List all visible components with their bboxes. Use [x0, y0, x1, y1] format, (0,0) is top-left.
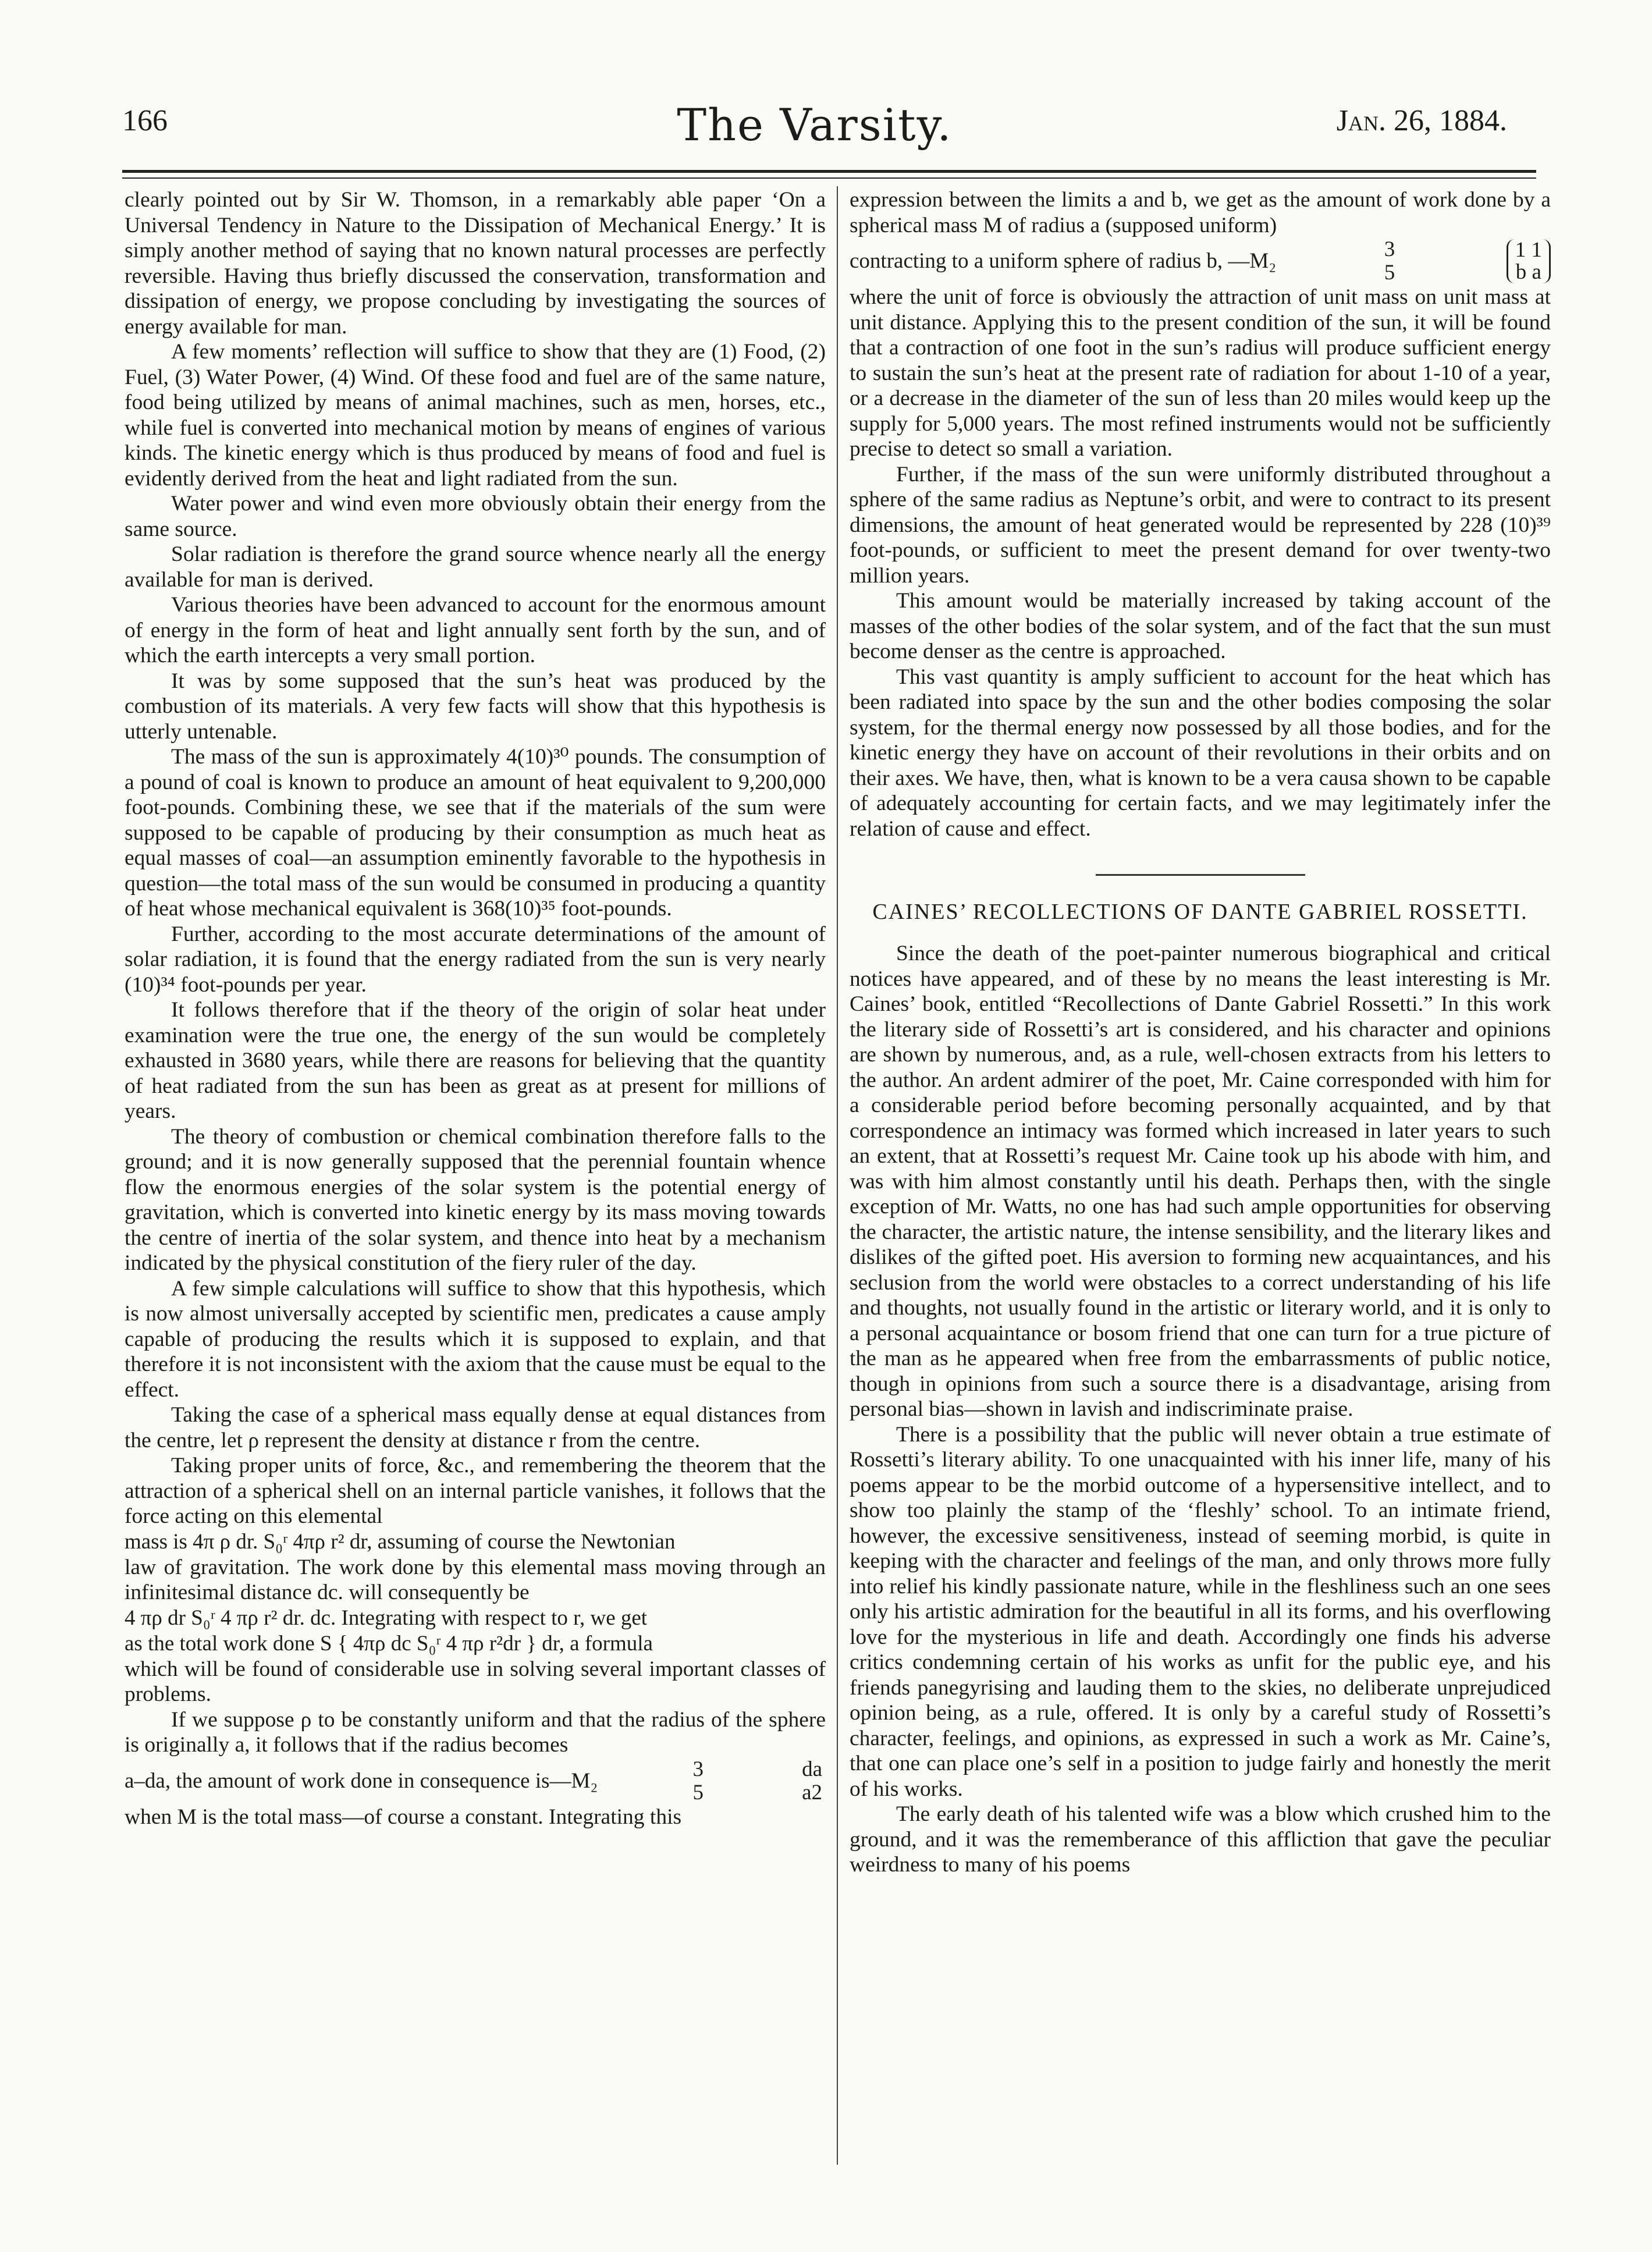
formula-fraction: [802, 1758, 822, 1805]
formula-line: [125, 1631, 826, 1657]
paragraph: There is a possibility that the public will never obtain a true estimate of Rossetti’s literary ability. To one unacquainted with his inner life, many of his poems appear to be the morbid outcome of a hypersensitive intellect, and to show too plainly the stamp of the ‘fleshly’ school. To an intimate friend, however, the excessive sensitiveness, instead of seeming morbid, is quite in keeping with the character and feelings of the man, and only throws more fully into relief his kindly passionate nature, while in the fleshliness such an one sees only his artistic admiration for the beautiful in all its forms, and his overflowing love for the mysterious in life and death. Accordingly one finds his adverse critics condemning certain of his works as unfit for the public eye, and his friends panegyrising and lauding them to the skies, no deliberate unprejudiced opinion being, as a rule, offered. It is only by a careful study of Rossetti’s character, feelings, and opinions, as expressed in such a work as Mr. Caine’s, that one can place one’s self in a position to judge fairly and honestly the merit of his works.: [850, 1422, 1551, 1801]
paragraph: Further, according to the most accurate determinations of the amount of solar radiation, it is found that the energy radiated from the sun is very nearly (10)³⁴ foot-pounds per year.: [125, 922, 826, 997]
column-divider: [837, 186, 838, 2165]
article-title: CAINES’ RECOLLECTIONS OF DANTE GABRIEL ROSSETTI.: [872, 900, 1528, 924]
formula-line: [125, 1758, 826, 1805]
paragraph: Various theories have been advanced to account for the enormous amount of energy in the form of heat and light annually sent forth by the sun, and of which the earth intercepts a very small portion.: [125, 593, 826, 667]
left-column: [125, 187, 826, 2178]
paragraph: clearly pointed out by Sir W. Thomson, in a remarkably able paper ‘On a Universal Tendency in Nature to the Dissipation of Mechanical Energy.’ It is simply another method of saying that no known natural processes are perfectly reversible. Having thus briefly discussed the conservation, transformation and dissipation of energy, we propose concluding by investigating the sources of energy available for man.: [125, 188, 826, 339]
right-column: [850, 187, 1551, 2178]
fraction-bottom: 5: [692, 1780, 704, 1805]
formula-text: 4 πρ dr S₀ʳ 4 πρ r² dr. dc. Integrating with respect to r, we get: [125, 1605, 648, 1630]
fraction-bottom: a2: [802, 1780, 822, 1805]
paragraph: A few moments’ reflection will suffice to show that they are (1) Food, (2) Fuel, (3) Water Power, (4) Wind. Of these food and fuel are of the same nature, food being utilized by means of animal machines, such as men, horses, etc., while fuel is converted into mechanical motion by means of engines of various kinds. The kinetic energy which is thus produced by means of food and fuel is evidently derived from the heat and light radiated from the sun.: [125, 340, 826, 491]
page-number: 166: [122, 104, 168, 137]
masthead-title: The Varsity.: [677, 99, 953, 151]
formula-line: [125, 1605, 826, 1631]
header-rule-thin: [122, 177, 1536, 179]
paragraph: A few simple calculations will suffice to show that this hypothesis, which is now almost universally accepted by scientific men, predicates a cause amply capable of producing the results which it is supposed to explain, and that therefore it is not inconsistent with the axiom that the cause must be equal to the effect.: [125, 1276, 826, 1402]
issue-date: Jan. 26, 1884.: [1336, 104, 1507, 137]
formula-text: mass is 4π ρ dr. S₀ʳ 4πρ r² dr, assuming of course the Newtonian: [125, 1529, 676, 1554]
fraction-bottom: 5: [1384, 261, 1395, 285]
fraction-top: da: [802, 1757, 822, 1781]
paragraph: The early death of his talented wife was a blow which crushed him to the ground, and it was the rememberance of this affliction that gave the peculiar weirdness to many of his poems: [850, 1802, 1551, 1877]
header-rule-thick: [122, 170, 1536, 173]
paragraph: The mass of the sun is approximately 4(10)³⁰ pounds. The consumption of a pound of coal is known to produce an amount of heat equivalent to 9,200,000 foot-pounds. Combining these, we see that if the materials of the sum were supposed to be capable of producing by their consumption as much heat as equal masses of coal—an assumption eminently favorable to the hypothesis in question—the total mass of the sun would be consumed in producing a quantity of heat whose mechanical equivalent is 368(10)³⁵ foot-pounds.: [125, 745, 826, 921]
brace-bottom: b a: [1515, 260, 1541, 284]
paragraph: expression between the limits a and b, we get as the amount of work done by a spherical mass M of radius a (supposed uniform): [850, 188, 1551, 237]
fraction-top: 3: [692, 1757, 704, 1781]
formula-line: [850, 238, 1551, 285]
formula-text: a–da, the amount of work done in consequence is—M₂: [125, 1768, 598, 1793]
paragraph: It was by some supposed that the sun’s heat was produced by the combustion of its materials. A very few facts will show that this hypothesis is utterly untenable.: [125, 669, 826, 744]
formula-text: contracting to a uniform sphere of radius b, —M₂: [850, 249, 1277, 273]
formula-line: [125, 1529, 826, 1555]
paragraph: Solar radiation is therefore the grand source whence nearly all the energy available for man is derived.: [125, 542, 826, 592]
section-divider: [1096, 874, 1305, 876]
paragraph: where the unit of force is obviously the attraction of unit mass on unit mass at unit distance. Applying this to the present condition of the sun, it will be found that a contraction of one foot in the sun’s radius will produce sufficient energy to sustain the sun’s heat at the present rate of radiation for about 1-10 of a year, or a decrease in the diameter of the sun of less than 20 miles would keep up the supply for 5,000 years. The most refined instruments would not be sufficiently precise to detect so small a variation.: [850, 285, 1551, 461]
paragraph: Taking the case of a spherical mass equally dense at equal distances from the centre, let ρ represent the density at distance r from the centre.: [125, 1403, 826, 1452]
paragraph: If we suppose ρ to be constantly uniform and that the radius of the sphere is originally a, it follows that if the radius becomes: [125, 1707, 826, 1757]
paragraph: Water power and wind even more obviously obtain their energy from the same source.: [125, 492, 826, 541]
paragraph: law of gravitation. The work done by this elemental mass moving through an infinitesimal distance dc. will consequently be: [125, 1555, 826, 1604]
formula-text: as the total work done S { 4πρ dc S₀ʳ 4 πρ r²dr } dr, a formula: [125, 1631, 653, 1656]
paragraph: Taking proper units of force, &c., and remembering the theorem that the attraction of a spherical shell on an internal particle vanishes, it follows that the force acting on this elemental: [125, 1454, 826, 1528]
paragraph: This vast quantity is amply sufficient to account for the heat which has been radiated into space by the sun and the other bodies composing the solar system, for the thermal energy now possessed by all those bodies, and for the kinetic energy they have on account of their revolutions in their orbits and on their axes. We have, then, what is known to be a vera causa shown to be capable of adequately accounting for certain facts, and we may legitimately infer the relation of cause and effect.: [850, 665, 1551, 841]
page-header: [122, 99, 1507, 163]
paragraph: Further, if the mass of the sun were uniformly distributed throughout a sphere of the same radius as Neptune’s orbit, and were to contract to its present dimensions, the amount of heat generated would be represented by 228 (10)³⁹ foot-pounds, or sufficient to meet the present demand for over twenty-two million years.: [850, 462, 1551, 588]
brace-top: 1 1: [1515, 238, 1542, 262]
paragraph: when M is the total mass—of course a constant. Integrating this: [125, 1805, 682, 1829]
fraction-top: 3: [1384, 237, 1395, 261]
paragraph: which will be found of considerable use in solving several important classes of problems.: [125, 1657, 826, 1706]
formula-fraction: [1384, 238, 1395, 285]
formula-fraction: [692, 1758, 704, 1805]
formula-brace: [1507, 239, 1551, 283]
paragraph: The theory of combustion or chemical combination therefore falls to the ground; and it is now generally supposed that the perennial fountain whence flow the enormous energies of the solar system is the potential energy of gravitation, which is converted into kinetic energy by its mass moving towards the centre of inertia of the solar system, and thence into heat by a mechanism indicated by the physical constitution of the fiery ruler of the day.: [125, 1124, 826, 1275]
paragraph: This amount would be materially increased by taking account of the masses of the other bodies of the solar system, and of the fact that the sun must become denser as the centre is approached.: [850, 589, 1551, 663]
paragraph: It follows therefore that if the theory of the origin of solar heat under examination were the true one, the energy of the sun would be completely exhausted in 3680 years, while there are reasons for believing that the quantity of heat radiated from the sun has been as great as at present for millions of years.: [125, 998, 826, 1123]
paragraph: Since the death of the poet-painter numerous biographical and critical notices have appeared, and of these by no means the least interesting is Mr. Caines’ book, entitled “Recollections of Dante Gabriel Rossetti.” In this work the literary side of Rossetti’s art is considered, and his character and opinions are shown by numerous, and, as a rule, well-chosen extracts from his letters to the author. An ardent admirer of the poet, Mr. Caine corresponded with him for a considerable period before becoming personally acquainted, and by that correspondence an intimacy was formed which increased in later years to such an extent, that at Rossetti’s request Mr. Caine took up his abode with him, and was with him almost constantly until his death. Perhaps then, with the single exception of Mr. Watts, no one has had such ample opportunities for observing the character, the artistic nature, the intense sensibility, and the literary likes and dislikes of the gifted poet. His aversion to forming new acquaintances, and his seclusion from the world were obstacles to a correct understanding of his life and thoughts, not usually found in the artistic or literary world, and it is only to a personal acquaintance or bosom friend that one can turn for a true picture of the man as he appeared when free from the embarrassments of public notice, though in opinions from such a source there is a disadvantage, arising from personal bias—shown in lavish and indiscriminate praise.: [850, 942, 1551, 1421]
